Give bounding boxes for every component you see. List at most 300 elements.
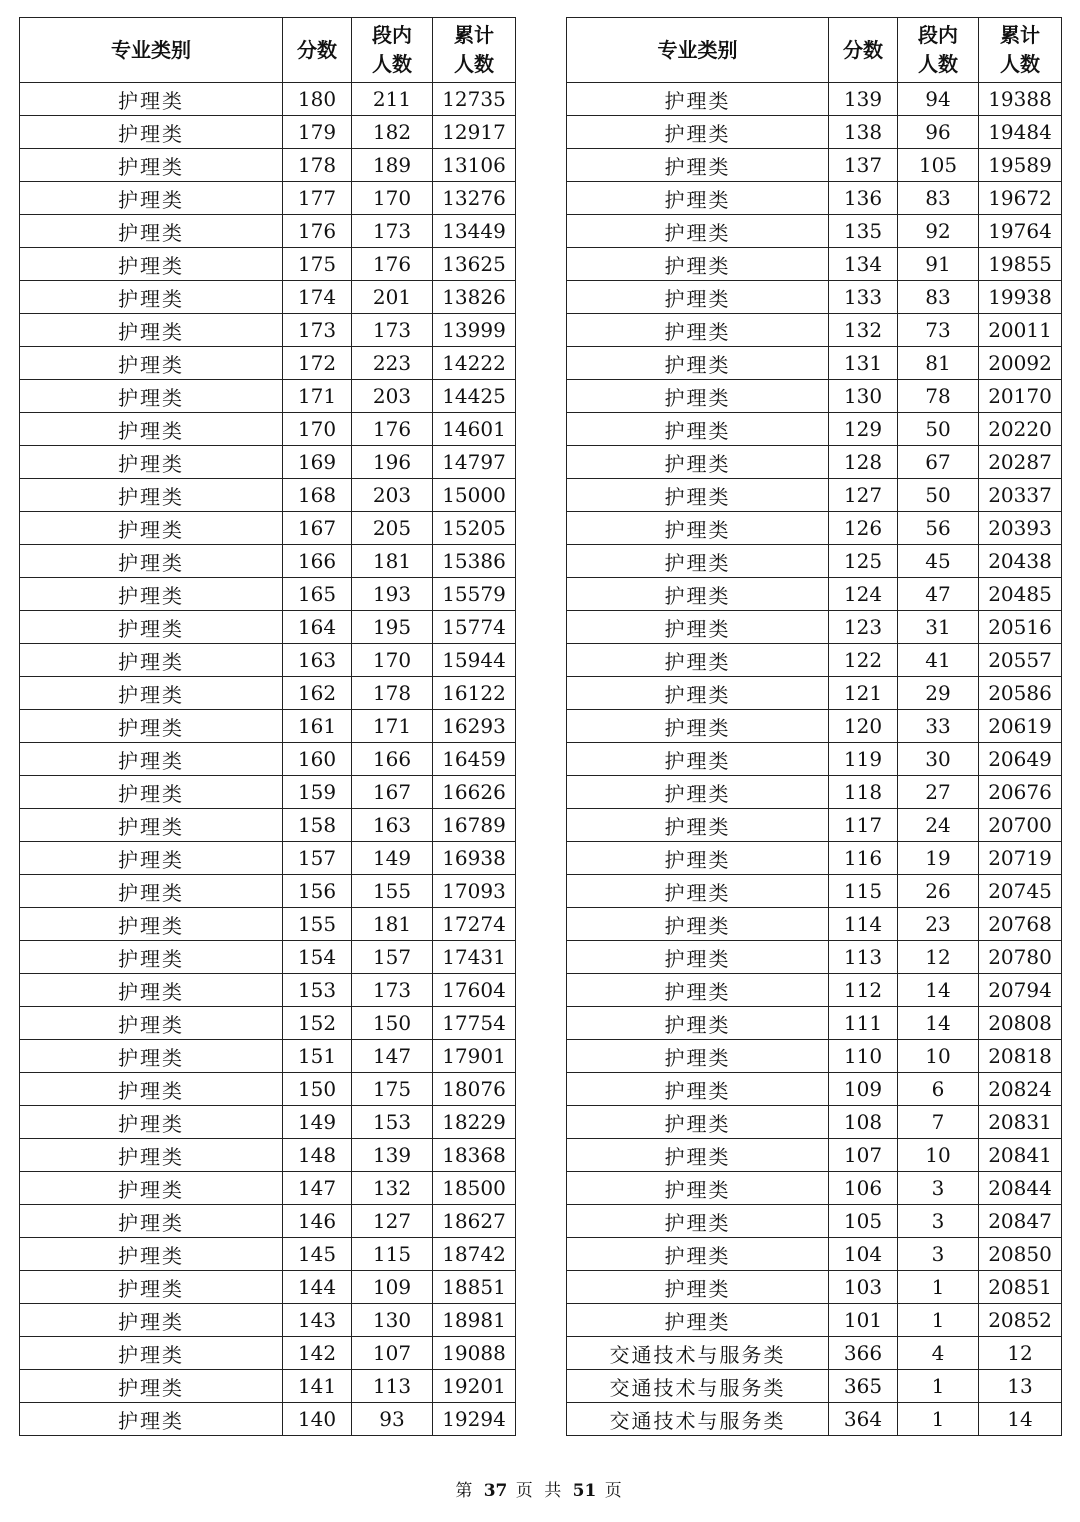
header-score: 分数 [829, 18, 898, 83]
cell-cumulative: 15944 [433, 644, 516, 677]
table-body-left [20, 83, 516, 1436]
table-row [567, 413, 1062, 446]
table-row [567, 1370, 1062, 1403]
cell-in-segment: 189 [352, 149, 433, 182]
cell-cumulative: 13449 [433, 215, 516, 248]
cell-in-segment: 83 [898, 182, 979, 215]
cell-score: 150 [283, 1073, 352, 1106]
cell-cumulative: 18229 [433, 1106, 516, 1139]
cell-category: 护理类 [20, 281, 283, 314]
cell-in-segment: 91 [898, 248, 979, 281]
cell-in-segment: 181 [352, 908, 433, 941]
cell-cumulative: 17431 [433, 941, 516, 974]
cell-cumulative: 20393 [979, 512, 1062, 545]
table-row [20, 380, 516, 413]
cell-score: 142 [283, 1337, 352, 1370]
cell-cumulative: 18627 [433, 1205, 516, 1238]
cell-cumulative: 19855 [979, 248, 1062, 281]
cell-score: 106 [829, 1172, 898, 1205]
cell-in-segment: 173 [352, 974, 433, 1007]
cell-score: 139 [829, 83, 898, 116]
cell-score: 120 [829, 710, 898, 743]
cell-in-segment: 201 [352, 281, 433, 314]
cell-in-segment: 14 [898, 1007, 979, 1040]
cell-category: 护理类 [20, 314, 283, 347]
cell-in-segment: 181 [352, 545, 433, 578]
cell-in-segment: 113 [352, 1370, 433, 1403]
cell-in-segment: 170 [352, 644, 433, 677]
cell-category: 护理类 [20, 941, 283, 974]
cell-cumulative: 14601 [433, 413, 516, 446]
cell-cumulative: 19201 [433, 1370, 516, 1403]
cell-in-segment: 19 [898, 842, 979, 875]
score-table-right [566, 17, 1062, 1436]
cell-score: 162 [283, 677, 352, 710]
cell-score: 132 [829, 314, 898, 347]
cell-score: 119 [829, 743, 898, 776]
cell-category: 护理类 [20, 380, 283, 413]
cell-score: 165 [283, 578, 352, 611]
table-row [20, 809, 516, 842]
cell-cumulative: 18076 [433, 1073, 516, 1106]
table-row [20, 1040, 516, 1073]
cell-in-segment: 93 [352, 1403, 433, 1436]
cell-in-segment: 176 [352, 248, 433, 281]
cell-cumulative: 15000 [433, 479, 516, 512]
table-row [567, 974, 1062, 1007]
cell-category: 护理类 [567, 479, 829, 512]
cell-in-segment: 6 [898, 1073, 979, 1106]
cell-in-segment: 78 [898, 380, 979, 413]
cell-in-segment: 73 [898, 314, 979, 347]
cell-category: 护理类 [20, 908, 283, 941]
table-row [567, 842, 1062, 875]
table-row [567, 116, 1062, 149]
cell-score: 151 [283, 1040, 352, 1073]
cell-cumulative: 20337 [979, 479, 1062, 512]
cell-cumulative: 20745 [979, 875, 1062, 908]
cell-cumulative: 12 [979, 1337, 1062, 1370]
cell-category: 护理类 [20, 1205, 283, 1238]
cell-cumulative: 18368 [433, 1139, 516, 1172]
cell-category: 护理类 [567, 281, 829, 314]
cell-cumulative: 18742 [433, 1238, 516, 1271]
cell-score: 366 [829, 1337, 898, 1370]
cell-score: 129 [829, 413, 898, 446]
cell-in-segment: 3 [898, 1172, 979, 1205]
table-row [567, 281, 1062, 314]
cell-cumulative: 19294 [433, 1403, 516, 1436]
cell-category: 护理类 [567, 710, 829, 743]
cell-score: 131 [829, 347, 898, 380]
cell-score: 178 [283, 149, 352, 182]
cell-in-segment: 153 [352, 1106, 433, 1139]
table-row [567, 908, 1062, 941]
cell-category: 交通技术与服务类 [567, 1403, 829, 1436]
header-in-segment-label: 段内人数 [918, 23, 958, 76]
table-row [20, 314, 516, 347]
cell-category: 护理类 [567, 347, 829, 380]
cell-category: 护理类 [567, 809, 829, 842]
header-in-segment-label: 段内人数 [372, 23, 412, 76]
table-row [567, 347, 1062, 380]
cell-category: 护理类 [567, 875, 829, 908]
cell-cumulative: 12917 [433, 116, 516, 149]
table-row [567, 809, 1062, 842]
cell-category: 护理类 [567, 974, 829, 1007]
cell-cumulative: 14425 [433, 380, 516, 413]
cell-score: 365 [829, 1370, 898, 1403]
cell-cumulative: 20824 [979, 1073, 1062, 1106]
cell-score: 107 [829, 1139, 898, 1172]
cell-cumulative: 20092 [979, 347, 1062, 380]
table-row [20, 743, 516, 776]
cell-category: 护理类 [20, 116, 283, 149]
table-row [20, 1007, 516, 1040]
cell-in-segment: 1 [898, 1304, 979, 1337]
cell-in-segment: 14 [898, 974, 979, 1007]
table-row [567, 710, 1062, 743]
cell-score: 146 [283, 1205, 352, 1238]
cell-category: 护理类 [567, 743, 829, 776]
cell-cumulative: 20011 [979, 314, 1062, 347]
cell-in-segment: 29 [898, 677, 979, 710]
cell-score: 179 [283, 116, 352, 149]
footer-middle: 页 共 [515, 1481, 565, 1501]
cell-in-segment: 1 [898, 1271, 979, 1304]
cell-cumulative: 16626 [433, 776, 516, 809]
cell-cumulative: 19938 [979, 281, 1062, 314]
table-row [20, 1337, 516, 1370]
cell-in-segment: 223 [352, 347, 433, 380]
table-row [20, 545, 516, 578]
table-row [20, 182, 516, 215]
cell-category: 护理类 [20, 842, 283, 875]
cell-in-segment: 157 [352, 941, 433, 974]
table-row [20, 1403, 516, 1436]
cell-score: 138 [829, 116, 898, 149]
table-header-row [20, 18, 516, 83]
cell-cumulative: 20768 [979, 908, 1062, 941]
header-category: 专业类别 [20, 18, 283, 83]
cell-category: 护理类 [567, 1007, 829, 1040]
cell-cumulative: 17901 [433, 1040, 516, 1073]
cell-score: 128 [829, 446, 898, 479]
table-row [567, 83, 1062, 116]
cell-category: 护理类 [20, 875, 283, 908]
cell-cumulative: 17274 [433, 908, 516, 941]
cell-category: 护理类 [20, 1304, 283, 1337]
cell-score: 123 [829, 611, 898, 644]
cell-in-segment: 203 [352, 380, 433, 413]
cell-score: 115 [829, 875, 898, 908]
cell-score: 175 [283, 248, 352, 281]
cell-in-segment: 105 [898, 149, 979, 182]
cell-category: 护理类 [20, 809, 283, 842]
cell-in-segment: 130 [352, 1304, 433, 1337]
cell-score: 159 [283, 776, 352, 809]
table-row [567, 644, 1062, 677]
table-row [20, 611, 516, 644]
cell-in-segment: 92 [898, 215, 979, 248]
cell-cumulative: 20557 [979, 644, 1062, 677]
cell-cumulative: 20287 [979, 446, 1062, 479]
cell-in-segment: 4 [898, 1337, 979, 1370]
cell-in-segment: 27 [898, 776, 979, 809]
cell-cumulative: 20170 [979, 380, 1062, 413]
cell-category: 护理类 [567, 83, 829, 116]
table-row [20, 1238, 516, 1271]
cell-score: 121 [829, 677, 898, 710]
cell-cumulative: 16789 [433, 809, 516, 842]
table-row [20, 677, 516, 710]
cell-cumulative: 17754 [433, 1007, 516, 1040]
cell-cumulative: 20438 [979, 545, 1062, 578]
table-row [567, 1271, 1062, 1304]
table-row [567, 182, 1062, 215]
cell-score: 161 [283, 710, 352, 743]
footer-prefix: 第 [455, 1481, 476, 1501]
cell-in-segment: 155 [352, 875, 433, 908]
cell-score: 141 [283, 1370, 352, 1403]
cell-cumulative: 20649 [979, 743, 1062, 776]
cell-score: 148 [283, 1139, 352, 1172]
cell-cumulative: 18851 [433, 1271, 516, 1304]
cell-in-segment: 173 [352, 215, 433, 248]
table-row [567, 1139, 1062, 1172]
cell-in-segment: 211 [352, 83, 433, 116]
cell-cumulative: 15386 [433, 545, 516, 578]
table-row [20, 908, 516, 941]
cell-score: 124 [829, 578, 898, 611]
header-score: 分数 [283, 18, 352, 83]
cell-in-segment: 171 [352, 710, 433, 743]
cell-category: 护理类 [567, 182, 829, 215]
table-row [567, 1040, 1062, 1073]
table-row [567, 380, 1062, 413]
table-row [20, 1106, 516, 1139]
cell-cumulative: 20851 [979, 1271, 1062, 1304]
cell-in-segment: 166 [352, 743, 433, 776]
table-row [567, 149, 1062, 182]
cell-score: 144 [283, 1271, 352, 1304]
cell-category: 护理类 [20, 1040, 283, 1073]
cell-category: 护理类 [567, 1205, 829, 1238]
cell-cumulative: 20808 [979, 1007, 1062, 1040]
cell-cumulative: 16293 [433, 710, 516, 743]
header-category: 专业类别 [567, 18, 829, 83]
table-body-right [567, 83, 1062, 1436]
cell-score: 122 [829, 644, 898, 677]
cell-in-segment: 47 [898, 578, 979, 611]
cell-cumulative: 17604 [433, 974, 516, 1007]
cell-in-segment: 115 [352, 1238, 433, 1271]
cell-score: 172 [283, 347, 352, 380]
table-row [20, 875, 516, 908]
cell-in-segment: 196 [352, 446, 433, 479]
cell-score: 103 [829, 1271, 898, 1304]
cell-score: 130 [829, 380, 898, 413]
cell-in-segment: 109 [352, 1271, 433, 1304]
table-row [20, 1073, 516, 1106]
table-row [20, 347, 516, 380]
cell-in-segment: 163 [352, 809, 433, 842]
cell-category: 护理类 [567, 941, 829, 974]
cell-cumulative: 19484 [979, 116, 1062, 149]
table-row [20, 149, 516, 182]
cell-in-segment: 81 [898, 347, 979, 380]
cell-in-segment: 30 [898, 743, 979, 776]
table-row [567, 1403, 1062, 1436]
cell-category: 护理类 [567, 149, 829, 182]
cell-category: 交通技术与服务类 [567, 1337, 829, 1370]
cell-cumulative: 20818 [979, 1040, 1062, 1073]
cell-category: 护理类 [20, 446, 283, 479]
header-in-segment [352, 18, 433, 83]
table-row [567, 446, 1062, 479]
cell-cumulative: 15774 [433, 611, 516, 644]
cell-cumulative: 20619 [979, 710, 1062, 743]
table-row [567, 875, 1062, 908]
cell-category: 护理类 [567, 1139, 829, 1172]
table-row [20, 215, 516, 248]
cell-category: 护理类 [20, 1403, 283, 1436]
table-row [20, 446, 516, 479]
cell-category: 护理类 [567, 380, 829, 413]
table-row [567, 314, 1062, 347]
page-footer [0, 1476, 1080, 1501]
table-row [567, 1106, 1062, 1139]
table-row [567, 677, 1062, 710]
cell-score: 136 [829, 182, 898, 215]
cell-score: 154 [283, 941, 352, 974]
header-cumulative-label: 累计人数 [1000, 23, 1040, 76]
cell-cumulative: 20844 [979, 1172, 1062, 1205]
cell-in-segment: 149 [352, 842, 433, 875]
cell-cumulative: 20794 [979, 974, 1062, 1007]
cell-cumulative: 19589 [979, 149, 1062, 182]
table-row [20, 413, 516, 446]
cell-in-segment: 1 [898, 1403, 979, 1436]
cell-cumulative: 14 [979, 1403, 1062, 1436]
table-row [567, 1073, 1062, 1106]
cell-category: 护理类 [567, 116, 829, 149]
cell-in-segment: 178 [352, 677, 433, 710]
cell-category: 护理类 [567, 446, 829, 479]
cell-cumulative: 19388 [979, 83, 1062, 116]
cell-score: 125 [829, 545, 898, 578]
cell-cumulative: 18981 [433, 1304, 516, 1337]
cell-category: 护理类 [567, 1271, 829, 1304]
cell-category: 护理类 [567, 1172, 829, 1205]
table-row [20, 116, 516, 149]
cell-score: 113 [829, 941, 898, 974]
cell-cumulative: 15579 [433, 578, 516, 611]
cell-in-segment: 3 [898, 1205, 979, 1238]
cell-in-segment: 139 [352, 1139, 433, 1172]
cell-category: 护理类 [20, 545, 283, 578]
header-cumulative [433, 18, 516, 83]
cell-in-segment: 23 [898, 908, 979, 941]
table-row [20, 710, 516, 743]
cell-score: 118 [829, 776, 898, 809]
footer-suffix: 页 [604, 1481, 625, 1501]
table-row [20, 941, 516, 974]
cell-in-segment: 50 [898, 479, 979, 512]
cell-category: 护理类 [20, 347, 283, 380]
cell-category: 护理类 [20, 776, 283, 809]
cell-category: 护理类 [567, 1040, 829, 1073]
cell-score: 137 [829, 149, 898, 182]
cell-cumulative: 13999 [433, 314, 516, 347]
header-cumulative-label: 累计人数 [454, 23, 494, 76]
cell-score: 135 [829, 215, 898, 248]
cell-score: 133 [829, 281, 898, 314]
cell-score: 156 [283, 875, 352, 908]
cell-in-segment: 176 [352, 413, 433, 446]
cell-category: 护理类 [20, 1106, 283, 1139]
cell-cumulative: 13106 [433, 149, 516, 182]
table-row [20, 776, 516, 809]
cell-score: 117 [829, 809, 898, 842]
cell-in-segment: 10 [898, 1139, 979, 1172]
cell-category: 护理类 [567, 842, 829, 875]
cell-category: 护理类 [20, 1073, 283, 1106]
cell-in-segment: 41 [898, 644, 979, 677]
table-row [567, 776, 1062, 809]
table-header-row [567, 18, 1062, 83]
cell-in-segment: 12 [898, 941, 979, 974]
cell-score: 111 [829, 1007, 898, 1040]
cell-cumulative: 16122 [433, 677, 516, 710]
cell-cumulative: 20852 [979, 1304, 1062, 1337]
cell-in-segment: 170 [352, 182, 433, 215]
cell-score: 174 [283, 281, 352, 314]
cell-in-segment: 24 [898, 809, 979, 842]
table-row [567, 941, 1062, 974]
cell-category: 护理类 [567, 413, 829, 446]
cell-score: 171 [283, 380, 352, 413]
cell-score: 163 [283, 644, 352, 677]
cell-score: 157 [283, 842, 352, 875]
cell-in-segment: 67 [898, 446, 979, 479]
cell-category: 护理类 [20, 1337, 283, 1370]
cell-category: 护理类 [20, 479, 283, 512]
cell-in-segment: 150 [352, 1007, 433, 1040]
cell-cumulative: 12735 [433, 83, 516, 116]
cell-in-segment: 175 [352, 1073, 433, 1106]
cell-category: 护理类 [20, 215, 283, 248]
header-cumulative [979, 18, 1062, 83]
table-row [20, 1172, 516, 1205]
cell-category: 护理类 [567, 1073, 829, 1106]
table-row [567, 248, 1062, 281]
cell-in-segment: 195 [352, 611, 433, 644]
cell-cumulative: 14797 [433, 446, 516, 479]
cell-cumulative: 20831 [979, 1106, 1062, 1139]
table-row [567, 1304, 1062, 1337]
cell-cumulative: 15205 [433, 512, 516, 545]
cell-score: 110 [829, 1040, 898, 1073]
table-row [20, 644, 516, 677]
cell-category: 护理类 [567, 314, 829, 347]
cell-score: 177 [283, 182, 352, 215]
cell-cumulative: 13826 [433, 281, 516, 314]
cell-score: 170 [283, 413, 352, 446]
cell-in-segment: 31 [898, 611, 979, 644]
cell-cumulative: 20700 [979, 809, 1062, 842]
cell-in-segment: 45 [898, 545, 979, 578]
